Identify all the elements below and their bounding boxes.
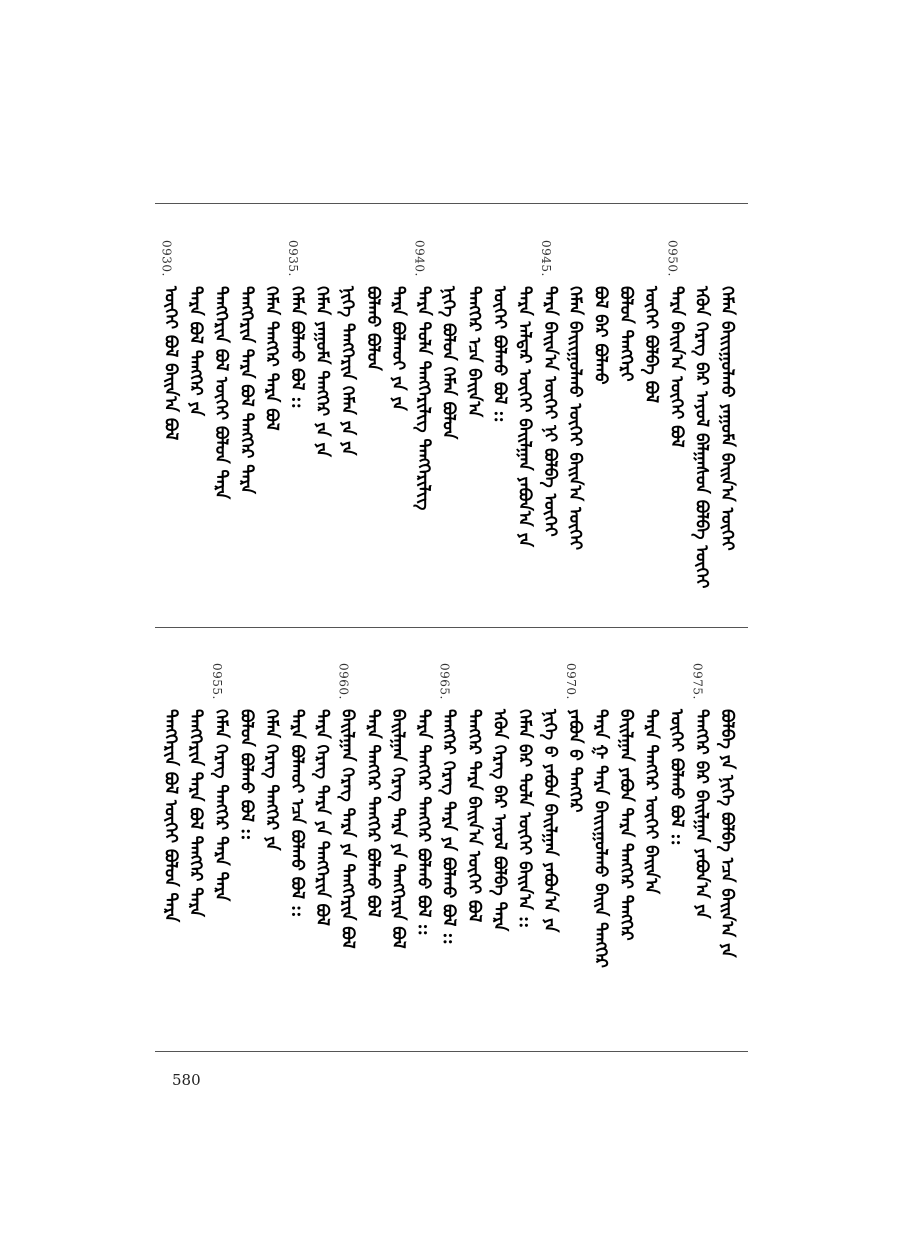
verse-line: ᠲᠡᠷᠡ ᠪᠠᠢᠨ᠎ᠠ ᠦᠭᠡᠢ ᠪᠣᠯ bbox=[666, 286, 687, 448]
verse-line: ᠡᠭᠦᠨ ᠬᠡᠷᠡᠭ ᠪᠡᠷ ᠠᠶᠤᠯ ᠪᠠᠯᠭᠠᠰᠤᠨ ᠪᠣᠯᠪᠠ ᠦᠭᠡᠢ bbox=[691, 286, 712, 589]
verse-line: ᠲᠡᠩᠭᠡᠷ ᠪᠡᠷ ᠪᠠᠢᠯᠭᠠᠨ ᠶᠠᠪᠤᠨ᠎ᠠ ᠶᠠ bbox=[691, 709, 712, 919]
bottom-rule bbox=[155, 1051, 748, 1052]
verse-line: ᠨᠢᠭᠡ ᠪᠣᠯᠤᠨ ᠬᠡᠮᠡᠨ ᠪᠣᠯᠤᠨ bbox=[438, 286, 459, 440]
line-number: 0965. bbox=[437, 663, 452, 700]
verse-line: ᠨᠢᠭᠡ ᠪ ᠶᠠᠪᠤᠨ ᠪᠠᠢᠯᠭᠠᠨ ᠶᠠᠪᠤᠨ᠎ᠠ ᠶᠠ bbox=[539, 709, 560, 933]
verse-line: ᠲᠡᠷᠡ ᠪᠠᠢᠨ᠎ᠠ ᠦᠭᠡᠢ ᠨᠢ ᠪᠣᠯᠪᠠ ᠦᠭᠡᠢ bbox=[539, 286, 560, 537]
verse-line: ᠦᠭᠡᠢ ᠪᠣᠯᠪᠠ ᠪᠣᠯ bbox=[641, 286, 662, 403]
verse-line: ᠨᠢᠭᠡ ᠲᠡᠩᠭᠡᠷᠢᠨ ᠬᠡᠮᠡᠨ ᠶᠠ ᠶᠠ bbox=[337, 286, 358, 456]
verse-line: ᠪᠠᠢᠯᠭᠠᠨ ᠶᠠᠪᠤᠨ ᠲᠡᠷᠡ ᠲᠡᠩᠭᠡᠷ ᠲᠡᠩᠭᠡᠷ bbox=[615, 709, 636, 941]
verse-line: ᠲᠡᠷᠡ ᠲᠡᠩᠭᠡᠷ ᠦᠭᠡᠢ ᠪᠠᠢᠨ᠎ᠠ bbox=[641, 709, 662, 894]
line-number: 0970. bbox=[564, 663, 579, 700]
verse-line: ᠲᠡᠩᠭᠡᠷ ᠡᠴᠡ ᠪᠠᠢᠨ᠎ᠠ bbox=[464, 286, 484, 418]
verse-line: ᠪᠣᠯᠤᠨ ᠲᠡᠩᠭᠡᠷᠢ bbox=[615, 286, 636, 382]
verse-line: ᠲᠡᠷᠡ ᠬᠡᠷᠡᠭ ᠲᠡᠷᠡ ᠶᠠ ᠲᠡᠩᠭᠡᠷᠢᠨ ᠪᠣᠯ bbox=[312, 709, 333, 926]
verse-line: ᠦᠭᠡᠢ ᠪᠣᠯᠬᠤ ᠪᠣᠯ :: bbox=[489, 286, 510, 423]
verse-line: ᠲᠡᠩᠭᠡᠷ ᠬᠡᠷᠡᠭ ᠲᠡᠷᠡ ᠶᠠ ᠪᠣᠯᠬᠤ ᠪᠣᠯ :: bbox=[438, 709, 459, 945]
line-number: 0935. bbox=[285, 240, 300, 277]
verse-line: ᠲᠡᠩᠭᠡᠷᠢᠨ ᠲᠡᠷᠡ ᠪᠣᠯ ᠲᠡᠩᠭᠡᠷ ᠲᠡᠷᠡ bbox=[236, 286, 257, 494]
verse-line: ᠬᠡᠮᠡᠨ ᠪᠠᠢᠢᠭᠤᠯᠬᠤ ᠶᠠᠭᠤᠮᠠ ᠪᠠᠢᠨ᠎ᠠ ᠦᠭᠡᠢ bbox=[717, 286, 737, 551]
verse-line: ᠬᠡᠮᠡᠨ ᠶᠠᠭᠤᠮᠠ ᠲᠡᠩᠭᠡᠷ ᠶᠠ ᠶᠠ bbox=[312, 286, 333, 457]
verse-line: ᠪᠣᠯᠪᠠ ᠶᠠ ᠨᠢᠭᠡ ᠪᠣᠯᠪᠠ ᠡᠴᠡ ᠪᠠᠢᠨ᠎ᠠ ᠶᠠ bbox=[717, 709, 737, 958]
verse-line: ᠲᠡᠷᠡ ᠲᠡᠩᠭᠡᠷ ᠲᠡᠩᠭᠡᠷ ᠪᠣᠯᠬᠤ ᠪᠣᠯ bbox=[362, 709, 383, 918]
line-number: 0940. bbox=[412, 240, 427, 277]
line-number: 0955. bbox=[210, 663, 224, 700]
verse-line: ᠪᠣᠯᠤᠨ ᠪᠣᠯᠬᠤ ᠪᠣᠯ :: bbox=[236, 709, 257, 841]
verse-line: ᠲᠡᠷᠡ ᠭ ᠲᠡᠷᠡ ᠪᠠᠢᠢᠭᠤᠯᠬᠤ ᠪᠠᠢᠨ ᠲᠡᠩᠭᠡᠷ bbox=[590, 709, 611, 968]
line-number: 0930. bbox=[159, 240, 174, 277]
verse-line: ᠲᠡᠷᠡ ᠪᠣᠯ ᠲᠡᠩᠭᠡᠷ ᠶᠠ bbox=[185, 286, 206, 416]
verse-line: ᠲᠡᠷᠡ ᠪᠣᠯᠬᠤᠢ ᠡᠴᠡ ᠪᠣᠯᠬᠤ ᠪᠣᠯ :: bbox=[286, 709, 307, 918]
verse-line: ᠲᠡᠷᠡ ᠪᠣᠯᠬᠤᠢ ᠶᠠ ᠶᠠ bbox=[388, 286, 409, 411]
line-number: 0950. bbox=[665, 240, 680, 277]
verse-line: ᠦᠭᠡᠢ ᠪᠣᠯ ᠪᠠᠢᠨ᠎ᠠ ᠪᠣᠯ bbox=[160, 286, 181, 441]
verse-line: ᠬᠡᠮᠡᠨ ᠪᠡᠷ ᠲᠤᠯᠠ ᠦᠭᠡᠢ ᠪᠠᠢᠨ᠎ᠠ :: bbox=[514, 709, 535, 929]
verse-line: ᠬᠡᠮᠡᠨ ᠪᠠᠢᠢᠭᠤᠯᠬᠤ ᠦᠭᠡᠢ ᠪᠠᠢᠨ᠎ᠠ ᠦᠭᠡᠢ bbox=[565, 286, 586, 551]
line-number: 0960. bbox=[336, 663, 351, 700]
verse-line: ᠲᠡᠷᠡ ᠲᠡᠩᠭᠡᠷ ᠲᠡᠩᠭᠡᠷ ᠪᠣᠯᠬᠤ ᠪᠣᠯ :: bbox=[413, 709, 434, 936]
verse-line: ᠲᠡᠷᠡ ᠠᠯᠳᠠᠷ ᠦᠭᠡᠢ ᠪᠠᠢᠯᠭᠠᠨ ᠶᠠᠪᠤᠨ᠎ᠠ ᠶᠠ bbox=[514, 286, 535, 548]
verse-line: ᠪᠣᠯᠬᠤ ᠪᠣᠯᠤᠨ bbox=[362, 286, 383, 371]
verse-line: ᠪᠠᠢᠯᠭᠠᠨ ᠬᠡᠷᠡᠭ ᠲᠡᠷᠡ ᠶᠠ ᠲᠡᠩᠭᠡᠷᠢᠨ ᠪᠣᠯ bbox=[337, 709, 358, 949]
line-number: 0945. bbox=[538, 240, 553, 277]
middle-rule bbox=[155, 627, 748, 628]
verse-line: ᠲᠡᠩᠭᠡᠷᠢᠨ ᠲᠡᠷᠡ ᠪᠣᠯ ᠲᠡᠩᠭᠡᠷ ᠲᠡᠷᠡ bbox=[185, 709, 206, 917]
page-number: 580 bbox=[172, 1071, 201, 1089]
top-rule bbox=[155, 203, 748, 204]
verse-line: ᠬᠡᠮᠡᠨ ᠪᠣᠯᠬᠤ ᠪᠣᠯ :: bbox=[286, 286, 307, 409]
verse-line: ᠶᠠᠪᠤᠨ ᠪ ᠲᠡᠩᠭᠡᠷ bbox=[565, 709, 586, 813]
verse-line: ᠬᠡᠮᠡᠨ ᠲᠡᠩᠭᠡᠷ ᠲᠡᠷᠡ ᠪᠣᠯ bbox=[261, 286, 282, 431]
verse-line: ᠲᠡᠩᠭᠡᠷ ᠲᠡᠷᠡ ᠪᠠᠢᠨ᠎ᠠ ᠦᠭᠡᠢ ᠪᠣᠯ bbox=[464, 709, 484, 923]
verse-line: ᠬᠡᠮᠡᠨ ᠬᠡᠷᠡᠭ ᠲᠡᠩᠭᠡᠷ ᠶᠠ bbox=[261, 709, 282, 851]
verse-line: ᠲᠡᠩᠭᠡᠷᠢᠨ ᠪᠣᠯ ᠦᠭᠡᠢ ᠪᠣᠯᠤᠨ ᠲᠡᠷᠡ bbox=[160, 709, 181, 923]
verse-line: ᠪᠠᠢᠯᠭᠠᠨ ᠬᠡᠷᠡᠭ ᠲᠡᠷᠡ ᠶᠠ ᠲᠡᠩᠭᠡᠷᠢᠨ ᠪᠣᠯ bbox=[388, 709, 409, 949]
verse-line: ᠲᠡᠩᠭᠡᠷᠢᠨ ᠪᠣᠯ ᠦᠭᠡᠢ ᠪᠣᠯᠤᠨ ᠲᠡᠷᠡ bbox=[211, 286, 231, 500]
verse-line: ᠪᠣᠯ ᠪᠡᠷ ᠪᠣᠯᠬᠤ bbox=[590, 286, 611, 385]
verse-line: ᠡᠭᠦᠨ ᠬᠡᠷᠡᠭ ᠪᠡᠷ ᠠᠶᠤᠯ ᠪᠣᠯᠪᠠ ᠲᠡᠷᠡ bbox=[489, 709, 510, 932]
verse-line: ᠲᠡᠷᠡ ᠲᠤᠯᠠ ᠲᠡᠩᠭᠡᠷᠢᠯᠢᠭ ᠲᠡᠩᠭᠡᠷᠢᠯᠢᠭ bbox=[413, 286, 434, 511]
verse-line: ᠬᠡᠮᠡᠨ ᠬᠡᠷᠡᠭ ᠲᠡᠩᠭᠡᠷ ᠲᠡᠷᠡ ᠲᠡᠷᠡ bbox=[211, 709, 231, 902]
verse-panel-upper bbox=[155, 240, 748, 620]
verse-panel-lower bbox=[155, 663, 748, 1043]
verse-line: ᠦᠭᠡᠢ ᠪᠣᠯᠬᠤ ᠪᠣᠯ :: bbox=[666, 709, 687, 846]
line-number: 0975. bbox=[690, 663, 705, 700]
